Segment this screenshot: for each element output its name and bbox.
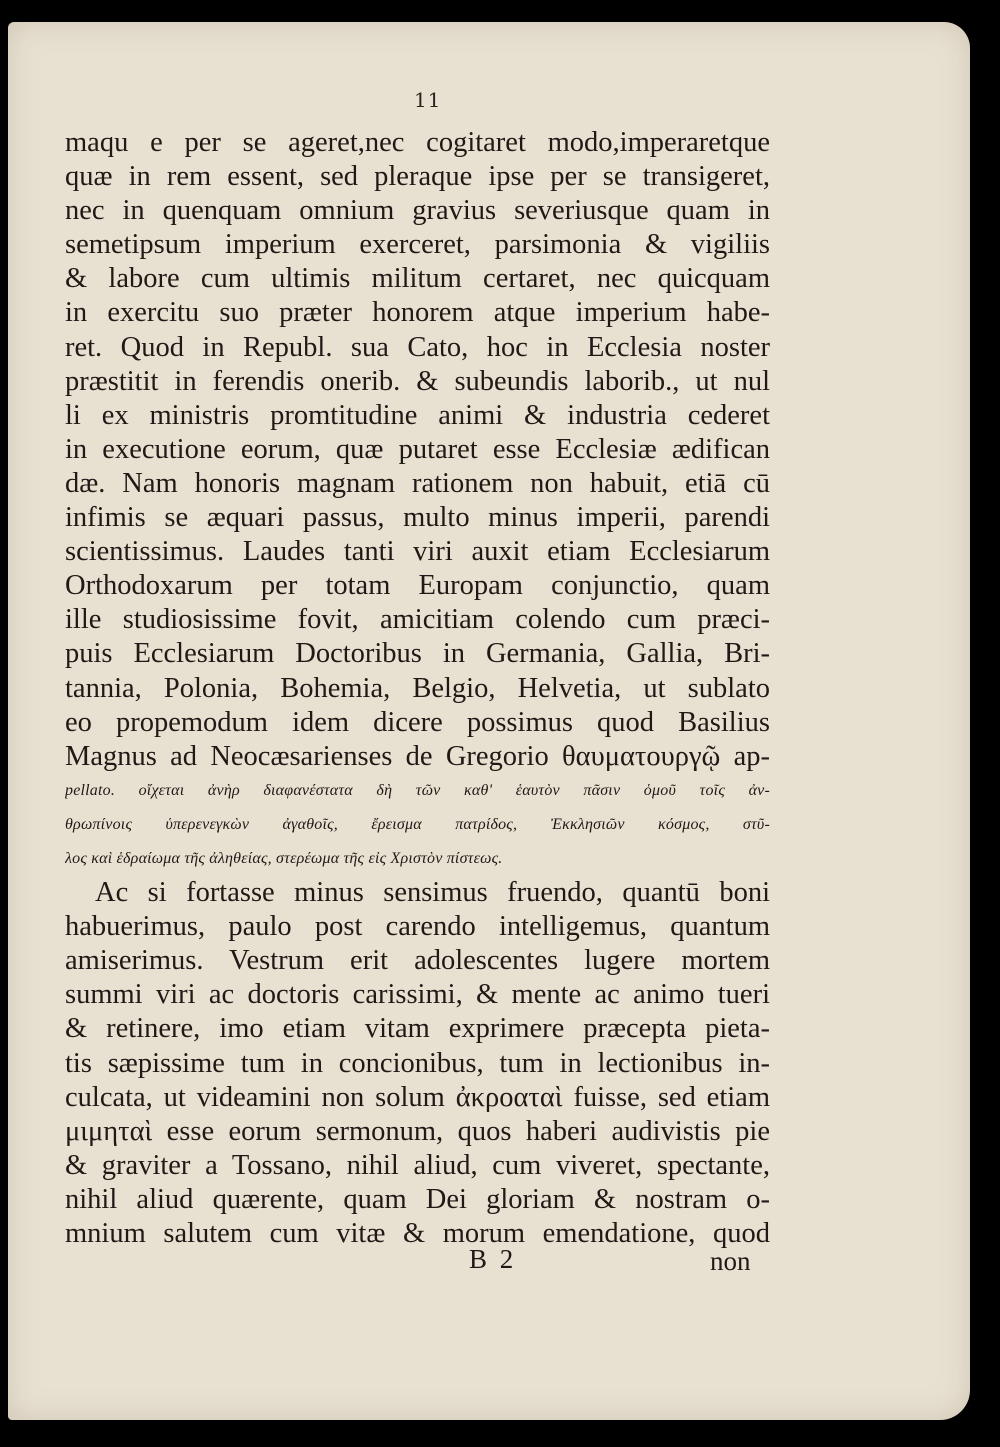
text-line: li ex ministris promtitudine animi & industria cederet xyxy=(65,399,770,431)
text-line: μιμηταὶ esse eorum sermonum, quos haberi audivistis pie xyxy=(65,1115,770,1147)
text-line: tis sæpissime tum in concionibus, tum in lectionibus in- xyxy=(65,1047,770,1079)
greek-quote-line: θρωπίνοις ὑπερενεγκὼν ἀγαθοῖς, ἔρεισμα πατρίδος, Ἐκκλησιῶν κόσμος, στῦ- xyxy=(65,815,770,833)
text-line: culcata, ut videamini non solum ἀκροαταὶ fuisse, sed etiam xyxy=(65,1081,770,1113)
page-number: 11 xyxy=(414,88,442,112)
text-line: infimis se æquari passus, multo minus imperii, parendi xyxy=(65,502,770,534)
text-line: præstitit in ferendis onerib. & subeundis laborib., ut nul xyxy=(65,365,770,397)
signature-mark: B 2 xyxy=(469,1244,517,1274)
text-line: tannia, Polonia, Bohemia, Belgio, Helvetia, ut sublato xyxy=(65,672,770,704)
text-line: nec in quenquam omnium gravius severiusque quam in xyxy=(65,195,770,227)
text-line: summi viri ac doctoris carissimi, & mente ac animo tueri xyxy=(65,979,770,1011)
body-text xyxy=(65,126,770,1251)
text-line: quæ in rem essent, sed pleraque ipse per se transigeret, xyxy=(65,161,770,193)
text-line: dæ. Nam honoris magnam rationem non habuit, etiā cū xyxy=(65,467,770,499)
text-line: Orthodoxarum per totam Europam conjunctio, quam xyxy=(65,570,770,602)
text-line: ille studiosissime fovit, amicitiam colendo cum præci- xyxy=(65,604,770,636)
text-line: & graviter a Tossano, nihil aliud, cum viveret, spectante, xyxy=(65,1149,770,1181)
text-line: habuerimus, paulo post carendo intelligemus, quantum xyxy=(65,911,770,943)
text-line: eo propemodum idem dicere possimus quod Basilius xyxy=(65,706,770,738)
text-line: ret. Quod in Republ. sua Cato, hoc in Ecclesia noster xyxy=(65,331,770,363)
text-line: puis Ecclesiarum Doctoribus in Germania, Gallia, Bri- xyxy=(65,638,770,670)
text-line: scientissimus. Laudes tanti viri auxit etiam Ecclesiarum xyxy=(65,536,770,568)
catchword: non xyxy=(710,1246,751,1276)
text-line: in exercitu suo præter honorem atque imperium habe- xyxy=(65,297,770,329)
greek-quote-line: pellato. οἴχεται ἀνὴρ διαφανέστατα δὴ τῶν καθ' ἑαυτὸν πᾶσιν ὁμοῦ τοῖς ἀν- xyxy=(65,781,770,799)
text-line: nihil aliud quærente, quam Dei gloriam & nostram o- xyxy=(65,1183,770,1215)
text-line: Ac si fortasse minus sensimus fruendo, quantū boni xyxy=(95,877,770,909)
text-line: maqu e per se ageret,nec cogitaret modo,imperaretque xyxy=(65,127,770,158)
text-line: amiserimus. Vestrum erit adolescentes lugere mortem xyxy=(65,945,770,977)
text-line: Magnus ad Neocæsarienses de Gregorio θαυματουργῷ ap- xyxy=(65,740,770,772)
greek-quote-line: λος καὶ ἑδραίωμα τῆς ἀληθείας, στερέωμα τῆς εἰς Χριστὸν πίστεως. xyxy=(65,849,503,867)
text-line: semetipsum imperium exerceret, parsimonia & vigiliis xyxy=(65,229,770,261)
text-line: mnium salutem cum vitæ & morum emendatione, quod xyxy=(65,1218,770,1249)
text-line: & labore cum ultimis militum certaret, nec quicquam xyxy=(65,263,770,295)
text-line: in executione eorum, quæ putaret esse Ecclesiæ ædifican xyxy=(65,433,770,465)
book-page xyxy=(8,22,970,1420)
text-line: & retinere, imo etiam vitam exprimere præcepta pieta- xyxy=(65,1013,770,1045)
